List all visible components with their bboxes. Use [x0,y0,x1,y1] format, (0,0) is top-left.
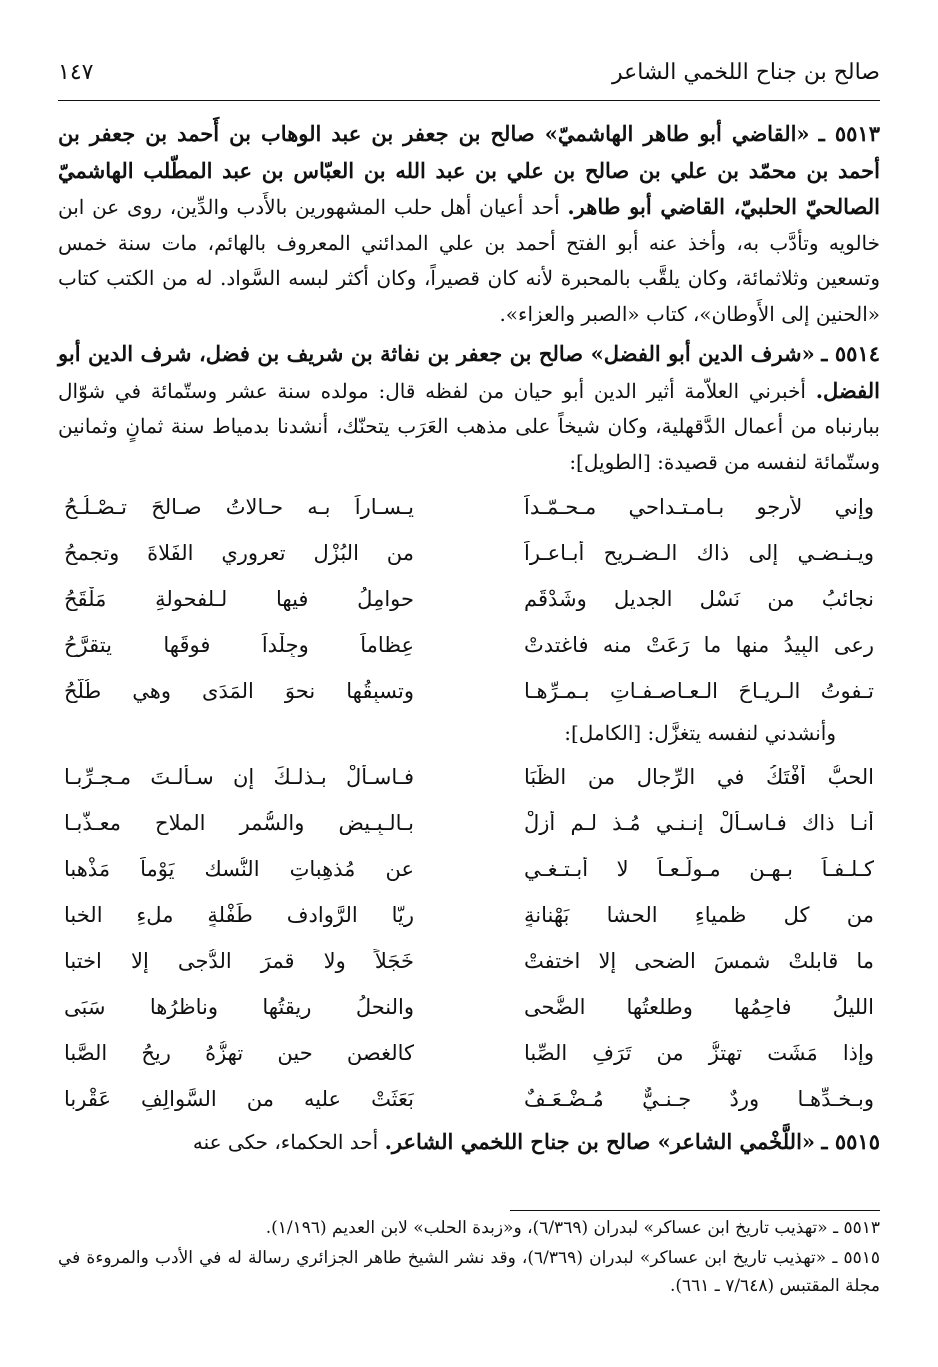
verse-first-hemistich: ويـنـضـي إلى ذاك الـضـريح أبـاعـراً [524,541,874,565]
entry-5514-number: ٥٥١٤ ـ [821,341,881,366]
page-header [58,60,880,94]
poem-kamil [58,754,880,1122]
entry-5515 [58,1124,880,1161]
footnote-5515: ٥٥١٥ ـ «تهذيب تاريخ ابن عساكر» لبدران (٦/٣٦٩)، وقد نشر الشيخ طاهر الجزائري رسالة له في الأدب والمروءة في مجلة المقتبس (٧/٦٤٨ ـ ٦٦١). [58,1248,880,1296]
verse [58,1076,880,1122]
entry-5513-number: ٥٥١٣ ـ [818,121,880,146]
verse [58,530,880,576]
verse-second-hemistich: فـاسـألْ بـذلـكَ إن سـألـتَ مـجـرِّبـا [64,765,414,789]
entry-5514-text: أخبرني العلاّمة أثير الدين أبو حيان من لفظه قال: مولده سنة عشر وستّمائة في شوّال ببارنباه من أعمال الدَّقهلية، وكان شيخاً على مذهب العَرَب يتحنّك، أنشدنا بدمياط سنة ثمانٍ وثمانين وستّمائة لنفسه من قصيدة: [الطويل]: [58,378,880,474]
verse-second-hemistich: ريّا الرَّوادف طَفْلةٍ ملءِ الخبا [64,903,414,927]
entry-5515-number: ٥٥١٥ ـ [821,1129,880,1154]
verse [58,622,880,668]
verse-first-hemistich: نجائبُ من نَسْلِ الجديل وشَدْقَمٍ [524,587,874,611]
verse-second-hemistich: حوامِلُ فيها لـلفحولةِ مَلْقَحُ [64,587,414,611]
entry-5515-title: «اللَّخْمي الشاعر» صالح بن جناح اللخمي الشاعر. [384,1129,816,1154]
entry-5513-text: أحد أعيان أهل حلب المشهورين بالأَدب والدِّين، روى عن ابن خالويه وتأدَّب به، وأخذ عنه أبو الفتح أحمد بن علي المدائني المعروف بالهائم، مات سنة خمس وتسعين وثلاثمائة، وكان يلقَّب بالمحبرة لأنه كان قصيراً، وكان أكثر لبسه السَّواد. له من الكتب كتاب «الحنين إلى الأَوطان»، كتاب «الصبر والعزاء». [58,195,880,326]
entry-5513 [58,116,880,332]
poem-tawil [58,484,880,714]
header-rule [58,100,880,101]
verse-first-hemistich: الحبُّ أفْتَكُ في الرِّجال من الظُّبَا [524,765,874,789]
verse [58,754,880,800]
verse-second-hemistich: وتسبِقُها نحوَ المَدَى وهي طُلَّحُ [64,679,414,703]
verse-second-hemistich: والنحلُ ريقتُها وناظرُها سَبَى [64,995,414,1019]
verse-second-hemistich: خَجَلاً ولا قمرَ الدُّجى إلا اختبا [64,949,414,973]
verse [58,846,880,892]
footnote-rule [510,1210,880,1211]
poem-kamil-intro: وأنشدني لنفسه يتغزَّل: [الكامل]: [564,721,836,745]
verse-second-hemistich: بـالـبِـيض والسُّمر الملاح معـذَّبـا [64,811,414,835]
verse-first-hemistich: رعى البِيدُ منها ما رَعَتْ منه فاغتدتْ [524,633,874,657]
verse [58,484,880,530]
verse-first-hemistich: تـفوتُ الـريـاحَ الـعـاصـفـاتِ بـمـرِّهـا [524,679,874,703]
verse-second-hemistich: عِظاماً وجِلْداً فوقَها يتقرَّحُ [64,633,414,657]
verse-first-hemistich: كـلـفـاً بـهـن مـولَّـعـاً لا أبـتـغـي [524,857,874,881]
verse-second-hemistich: من البُزْل تعروري الفَلاةَ وتجمحُ [64,541,414,565]
footnotes [58,1214,880,1302]
verse-second-hemistich: يـسـاراً بـه حـالاتُ صـالحَ تـصْـلُـحُ [64,495,414,519]
verse-first-hemistich: وبـخـدِّهـا وردٌ جـنـيٌّ مُـضْـعَـفٌ [524,1087,874,1111]
verse-first-hemistich: من كل ظمياءِ الحشا بَهْنانةٍ [524,903,874,927]
verse [58,576,880,622]
entry-5514-title: «شرف الدين أبو الفضل» صالح بن جعفر بن نفاثة بن شريف بن فضل، شرف الدين أبو الفضل. [58,341,880,403]
entry-5514 [58,336,880,480]
verse-second-hemistich: بَعَثَتْ عليه من السَّوالِفِ عَقْربا [64,1087,414,1111]
verse-first-hemistich: وإذا مَشَت تهتزُّ من تَرَفِ الصِّبا [524,1041,874,1065]
footnote-5513: ٥٥١٣ ـ «تهذيب تاريخ ابن عساكر» لبدران (٦/٣٦٩)، و«زبدة الحلب» لابن العديم (١/١٩٦). [265,1218,880,1238]
page-body [58,116,880,1165]
verse-first-hemistich: الليلُ فاحِمُها وطلعتُها الضُّحى [524,995,874,1019]
running-title: صالح بن جناح اللخمي الشاعر [611,60,880,85]
verse [58,892,880,938]
verse-second-hemistich: عن مُذهِباتِ النُّسك يَوْماً مَذْهبا [64,857,414,881]
verse [58,938,880,984]
verse [58,800,880,846]
verse-first-hemistich: أنـا ذاك فـاسـألْ إنـنـي مُـذ لـم أزلْ [524,811,874,835]
verse [58,1030,880,1076]
verse [58,668,880,714]
verse-first-hemistich: ما قابلتْ شمسَ الضحى إلا اختفتْ [524,949,874,973]
entry-5515-text: أحد الحكماء، حكى عنه [192,1130,379,1154]
entry-5513-title: «القاضي أبو طاهر الهاشميّ» صالح بن جعفر بن عبد الوهاب بن أَحمد بن جعفر بن أحمد بن محمّد بن علي بن صالح بن علي بن عبد الله بن العبّاس بن عبد المطّلب الهاشميّ الصالحيّ الحلبيّ، القاضي أبو طاهر. [58,121,881,219]
page-number: ١٤٧ [58,60,94,85]
verse-second-hemistich: كالغصن حين تهزُّهُ ريحُ الصَّبا [64,1041,414,1065]
verse [58,984,880,1030]
verse-first-hemistich: وإني لأرجو بـامـتـداحي مـحـمّـداً [524,495,874,519]
